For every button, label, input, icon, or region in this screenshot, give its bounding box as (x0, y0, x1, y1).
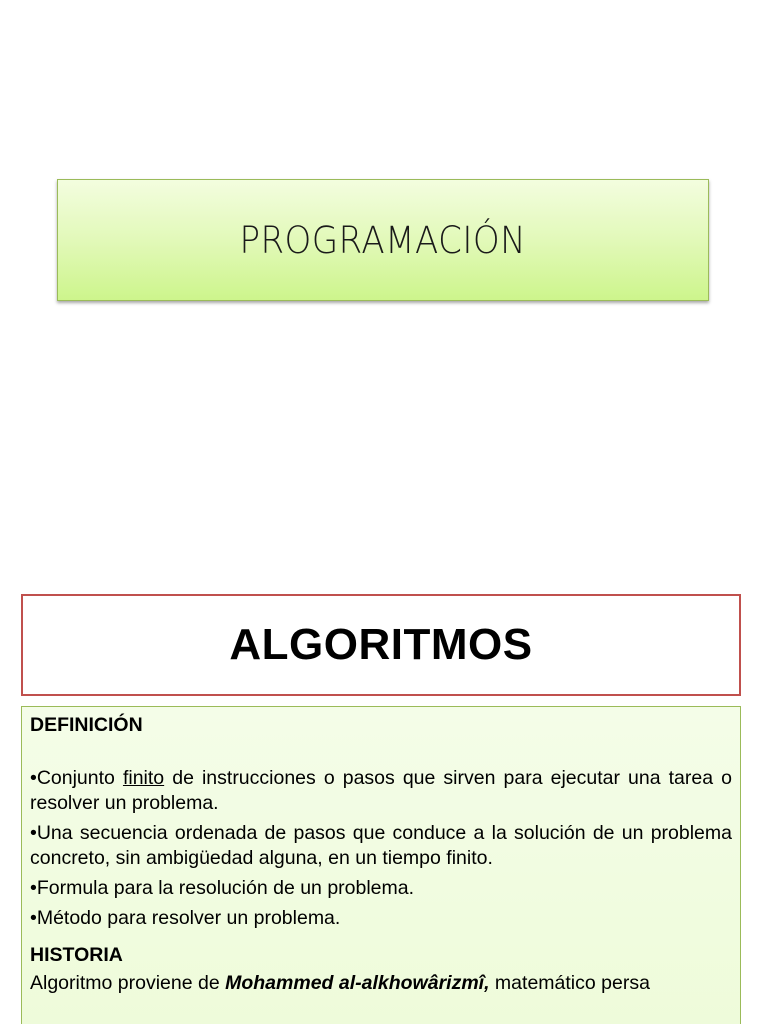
programacion-title-box (57, 179, 709, 301)
spacer (30, 738, 732, 766)
algoritmos-title-box (21, 594, 741, 696)
definition-heading: DEFINICIÓN (30, 714, 143, 736)
history-text (30, 971, 732, 996)
definition-item-3: •Formula para la resolución de un problema. (30, 877, 415, 899)
slide-title: PROGRAMACIÓN (239, 218, 527, 262)
history-name: Mohammed al-alkhowârizmî, (225, 972, 490, 994)
definition-item-4: •Método para resolver un problema. (30, 907, 341, 929)
history-text-suffix: matemático persa (489, 972, 650, 994)
definition-item-1 (30, 766, 732, 816)
definition-item-1-prefix: •Conjunto (30, 767, 123, 789)
definition-item-2: •Una secuencia ordenada de pasos que conduce a la solución de un problema concreto, sin ambigüedad alguna, en un tiempo finito. (30, 822, 732, 869)
history-text-prefix: Algoritmo proviene de (30, 972, 226, 994)
history-heading: HISTORIA (30, 944, 123, 966)
definition-item-1-suffix: de instrucciones o pasos que sirven para ejecutar una tarea o resolver un problema. (30, 767, 732, 814)
definition-content-box (21, 706, 741, 1024)
section-title: ALGORITMOS (229, 620, 533, 669)
definition-item-1-underlined-word: finito (122, 767, 165, 789)
